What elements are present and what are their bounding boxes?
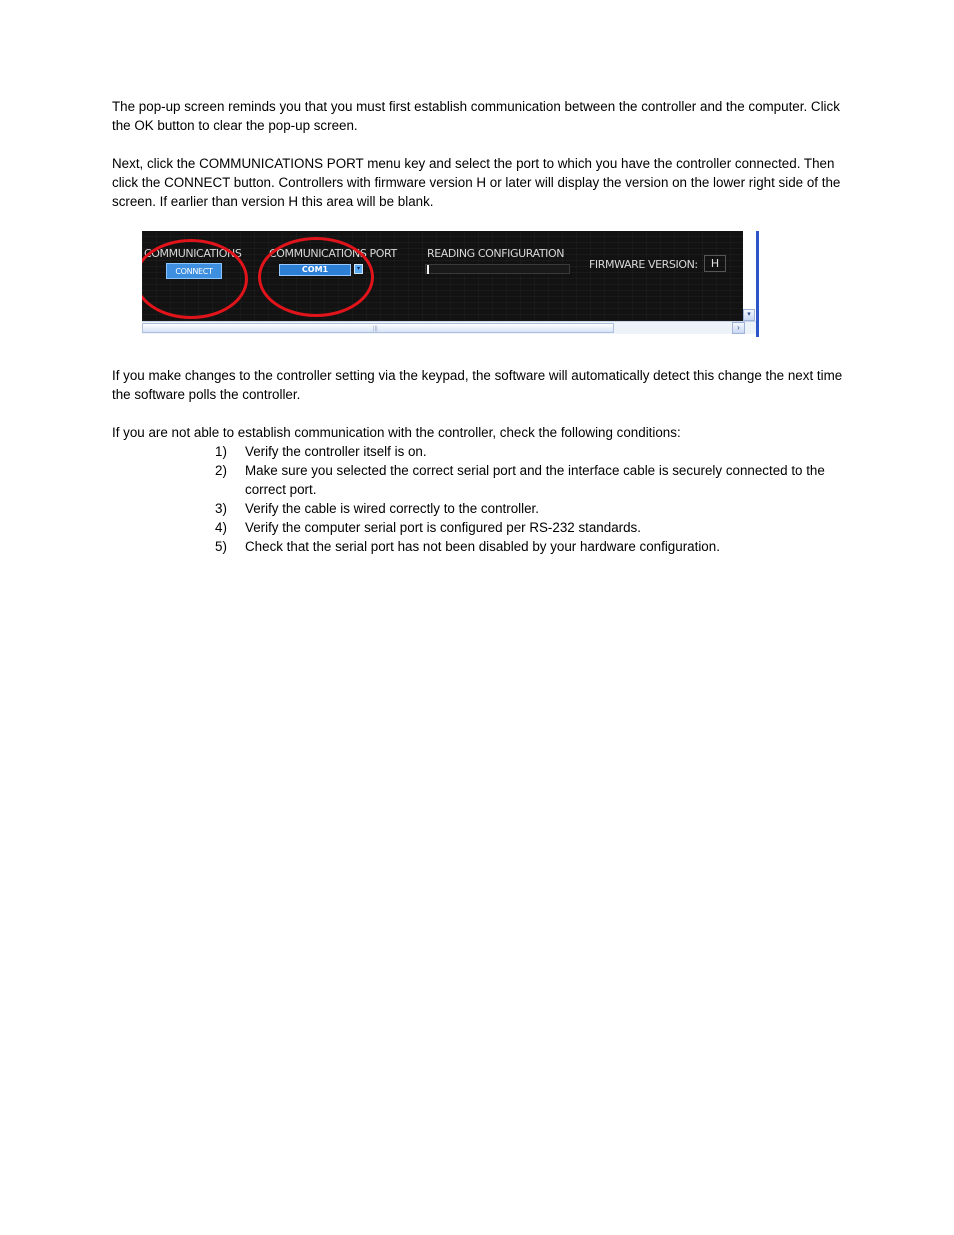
list-item bbox=[215, 537, 835, 556]
list-item bbox=[215, 461, 835, 499]
communications-port-select[interactable]: COM1 bbox=[279, 264, 351, 276]
list-number: 2) bbox=[215, 463, 227, 478]
scroll-down-arrow-icon[interactable]: ▾ bbox=[743, 309, 755, 321]
list-item bbox=[215, 442, 835, 461]
reading-progress-bar bbox=[425, 264, 570, 274]
horizontal-scrollbar[interactable] bbox=[142, 321, 756, 334]
firmware-version-value: H bbox=[704, 255, 726, 272]
grip-icon: ||| bbox=[373, 326, 378, 332]
list-item bbox=[215, 518, 835, 537]
firmware-version-label: FIRMWARE VERSION: bbox=[589, 258, 698, 271]
communications-port-label: COMMUNICATIONS PORT bbox=[269, 247, 397, 260]
list-text: Verify the computer serial port is configured per RS-232 standards. bbox=[245, 520, 641, 535]
keypad-change-paragraph: If you make changes to the controller setting via the keypad, the software will automatically detect this change the next time the software polls the controller. bbox=[112, 368, 843, 402]
connect-button[interactable]: CONNECT bbox=[166, 263, 222, 279]
troubleshooting-list bbox=[215, 442, 835, 556]
progress-fill bbox=[427, 265, 429, 274]
list-text: Make sure you selected the correct serial port and the interface cable is securely connected to the correct port. bbox=[245, 463, 825, 497]
list-text: Verify the cable is wired correctly to the controller. bbox=[245, 501, 539, 516]
toolbar-panel bbox=[142, 231, 743, 321]
horizontal-scroll-thumb[interactable] bbox=[142, 323, 614, 333]
list-text: Check that the serial port has not been disabled by your hardware configuration. bbox=[245, 539, 720, 554]
communications-label: COMMUNICATIONS bbox=[144, 247, 242, 260]
troubleshooting-intro: If you are not able to establish communication with the controller, check the following conditions: bbox=[112, 425, 681, 440]
scroll-right-arrow-icon[interactable]: › bbox=[732, 322, 745, 334]
list-number: 1) bbox=[215, 444, 227, 459]
list-number: 3) bbox=[215, 501, 227, 516]
intro-paragraph: The pop-up screen reminds you that you must first establish communication between the controller and the computer. Click the OK button to clear the pop-up screen. bbox=[112, 99, 840, 133]
list-text: Verify the controller itself is on. bbox=[245, 444, 427, 459]
highlight-circle-connect bbox=[142, 239, 248, 319]
dropdown-arrow-icon[interactable]: ▾ bbox=[354, 264, 363, 274]
list-number: 5) bbox=[215, 539, 227, 554]
highlight-circle-port bbox=[258, 237, 374, 317]
list-number: 4) bbox=[215, 520, 227, 535]
list-item bbox=[215, 499, 835, 518]
vertical-scroll-track[interactable] bbox=[743, 231, 755, 309]
reading-configuration-label: READING CONFIGURATION bbox=[427, 247, 565, 260]
software-toolbar-screenshot bbox=[142, 231, 759, 337]
instruction-paragraph: Next, click the COMMUNICATIONS PORT menu key and select the port to which you have the controller connected. Then click the CONNECT button. Controllers with firmware version H or later will display the version on the lower right side of the screen. If earlier than version H this area will be blank. bbox=[112, 156, 841, 209]
